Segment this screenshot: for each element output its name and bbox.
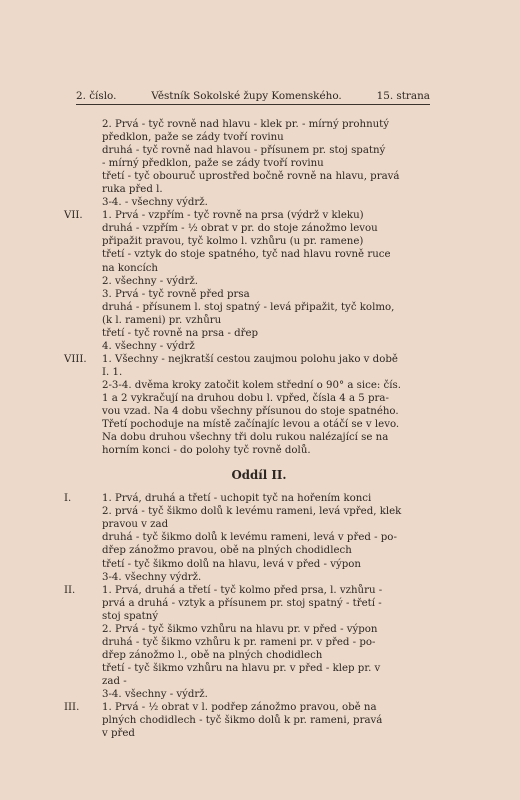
text-line [64, 492, 444, 505]
exercise-number: II. [64, 584, 76, 596]
line-text: předklon, paže se zády tvoří rovinu [102, 132, 284, 144]
exercise-number [64, 301, 102, 314]
exercise-number [64, 688, 102, 701]
text-line [64, 183, 444, 196]
exercise-number [64, 183, 102, 196]
line-text: 1 a 2 vykračují na druhou dobu l. vpřed, čísla 4 a 5 pra- [102, 392, 389, 404]
line-text: pravou v zad [102, 519, 169, 531]
exercise-number [64, 248, 102, 261]
text-line [64, 235, 444, 248]
line-text: 3-4. všechny výdrž. [102, 571, 202, 583]
text-line [64, 275, 444, 288]
text-line [64, 505, 444, 518]
line-text: 1. Prvá - vzpřím - tyč rovně na prsa (výdrž v kleku) [102, 210, 364, 222]
line-text: Třetí pochoduje na místě začínajíc levou a otáčí se v levo. [102, 419, 400, 431]
line-text: (k l. rameni) pr. vzhůru [102, 314, 222, 326]
exercise-number [64, 118, 102, 131]
text-line [64, 288, 444, 301]
text-line [64, 379, 444, 392]
text-line [64, 518, 444, 531]
text-line [64, 571, 444, 584]
line-text: třetí - tyč šikmo vzhůru na hlavu pr. v před - klep pr. v [102, 662, 381, 674]
text-line [64, 597, 444, 610]
text-line [64, 301, 444, 314]
exercise-number [64, 518, 102, 531]
running-header [76, 90, 430, 105]
exercise-number [64, 314, 102, 327]
line-text: vou vzad. Na 4 dobu všechny přísunou do stoje spatného. [102, 406, 399, 418]
line-text: Na dobu druhou všechny tři dolu rukou nalézající se na [102, 432, 389, 444]
line-text: 2. Prvá - tyč rovně nad hlavu - klek pr. - mírný prohnutý [102, 119, 390, 130]
text-line [64, 649, 444, 662]
text-line [64, 392, 444, 405]
page-body [64, 118, 444, 740]
line-text: 4. všechny - výdrž [102, 340, 195, 352]
line-text: třetí - tyč obouruč uprostřed bočně rovně na hlavu, pravá [102, 171, 400, 183]
exercise-number [64, 196, 102, 209]
exercise-number: VIII. [64, 353, 87, 365]
exercise-number: VII. [64, 210, 83, 222]
exercise-number [64, 327, 102, 340]
line-text: druhá - tyč šikmo dolů k levému rameni, levá v před - po- [102, 532, 397, 544]
text-line [64, 444, 444, 457]
exercise-number [64, 649, 102, 662]
exercise-number [64, 571, 102, 584]
text-line [64, 431, 444, 444]
line-text: třetí - tyč rovně na prsa - dřep [102, 327, 259, 339]
exercise-number [64, 366, 102, 379]
line-text: 2. Prvá - tyč šikmo vzhůru na hlavu pr. v před - výpon [102, 623, 378, 635]
exercise-number [64, 431, 102, 444]
text-line [64, 623, 444, 636]
exercise-number [64, 714, 102, 727]
line-text: 1. Všechny - nejkratší cestou zaujmou polohu jako v době [102, 353, 398, 365]
text-line [64, 701, 444, 714]
exercise-number [64, 222, 102, 235]
text-line [64, 531, 444, 544]
line-text: 1. Prvá, druhá a třetí - tyč kolmo před prsa, l. vzhůru - [102, 584, 383, 596]
line-text: dřep zánožmo pravou, obě na plných chodidlech [102, 545, 352, 557]
exercise-number [64, 505, 102, 518]
line-text: 1. Prvá, druhá a třetí - uchopit tyč na hořením konci [102, 493, 372, 505]
exercise-list-part1 [64, 118, 444, 457]
text-line [64, 610, 444, 623]
text-line [64, 418, 444, 431]
line-text: třetí - tyč šikmo dolů na hlavu, levá v před - výpon [102, 558, 361, 570]
exercise-number [64, 235, 102, 248]
exercise-number [64, 288, 102, 301]
text-line [64, 662, 444, 675]
exercise-number [64, 405, 102, 418]
text-line [64, 727, 444, 740]
line-text: ruka před l. [102, 184, 163, 196]
line-text: 1. Prvá - ½ obrat v l. podřep zánožmo pravou, obě na [102, 702, 377, 714]
text-line [64, 636, 444, 649]
text-line [64, 675, 444, 688]
exercise-number [64, 392, 102, 405]
line-text: stoj spatný [102, 610, 159, 622]
line-text: druhá - tyč šikmo vzhůru k pr. rameni pr. v před - po- [102, 636, 376, 648]
exercise-number [64, 144, 102, 157]
text-line [64, 118, 444, 131]
section-heading: Oddíl II. [231, 468, 287, 483]
line-text: 2-3-4. dvěma kroky zatočit kolem střední o 90° a sice: čís. [102, 379, 401, 391]
exercise-number [64, 262, 102, 275]
issue-number: 2. číslo. [76, 90, 117, 102]
text-line [64, 688, 444, 701]
line-text: I. 1. [102, 366, 123, 378]
exercise-number [64, 131, 102, 144]
line-text: druhá - vzpřím - ½ obrat v pr. do stoje zánožmo levou [102, 223, 378, 235]
exercise-number: III. [64, 702, 80, 714]
line-text: prvá a druhá - vztyk a přísunem pr. stoj spatný - třetí - [102, 597, 382, 609]
text-line [64, 144, 444, 157]
line-text: 2. prvá - tyč šikmo dolů k levému rameni, levá vpřed, klek [102, 506, 402, 518]
text-line [64, 327, 444, 340]
text-line [64, 314, 444, 327]
line-text: třetí - vztyk do stoje spatného, tyč nad hlavu rovně ruce [102, 249, 391, 261]
text-line [64, 157, 444, 170]
exercise-number [64, 544, 102, 557]
exercise-number [64, 623, 102, 636]
text-line [64, 170, 444, 183]
text-line [64, 196, 444, 209]
exercise-number [64, 531, 102, 544]
exercise-number [64, 675, 102, 688]
text-line [64, 558, 444, 571]
line-text: plných chodidlech - tyč šikmo dolů k pr. rameni, pravá [102, 715, 383, 727]
line-text: dřep zánožmo l., obě na plných chodidlech [102, 649, 323, 661]
line-text: v před [102, 728, 135, 740]
text-line [64, 248, 444, 261]
text-line [64, 714, 444, 727]
journal-title: Věstník Sokolské župy Komenského. [151, 90, 342, 102]
exercise-number [64, 662, 102, 675]
exercise-number [64, 418, 102, 431]
line-text: 3-4. - všechny výdrž. [102, 197, 208, 209]
line-text: druhá - přísunem l. stoj spatný - levá připažit, tyč kolmo, [102, 301, 395, 313]
text-line [64, 209, 444, 222]
text-line [64, 584, 444, 597]
text-line [64, 353, 444, 366]
line-text: 3-4. všechny - výdrž. [102, 688, 208, 700]
exercise-number: I. [64, 493, 72, 505]
exercise-number [64, 340, 102, 353]
exercise-number [64, 558, 102, 571]
line-text: připažit pravou, tyč kolmo l. vzhůru (u pr. ramene) [102, 236, 364, 248]
exercise-list-part2 [64, 492, 444, 740]
exercise-number [64, 597, 102, 610]
exercise-number [64, 610, 102, 623]
exercise-number [64, 636, 102, 649]
text-line [64, 262, 444, 275]
text-line [64, 544, 444, 557]
exercise-number [64, 275, 102, 288]
line-text: - mírný předklon, paže se zády tvoří rovinu [102, 158, 324, 170]
text-line [64, 366, 444, 379]
exercise-number [64, 170, 102, 183]
text-line [64, 340, 444, 353]
line-text: horním konci - do polohy tyč rovně dolů. [102, 445, 311, 457]
page-number: 15. strana [376, 90, 430, 102]
exercise-number [64, 157, 102, 170]
line-text: 3. Prvá - tyč rovně před prsa [102, 288, 250, 300]
line-text: 2. všechny - výdrž. [102, 275, 198, 287]
line-text: zad - [102, 675, 127, 687]
exercise-number [64, 444, 102, 457]
text-line [64, 131, 444, 144]
line-text: druhá - tyč rovně nad hlavou - přísunem pr. stoj spatný [102, 145, 386, 157]
exercise-number [64, 727, 102, 740]
exercise-number [64, 379, 102, 392]
line-text: na koncích [102, 262, 158, 274]
text-line [64, 405, 444, 418]
text-line [64, 222, 444, 235]
